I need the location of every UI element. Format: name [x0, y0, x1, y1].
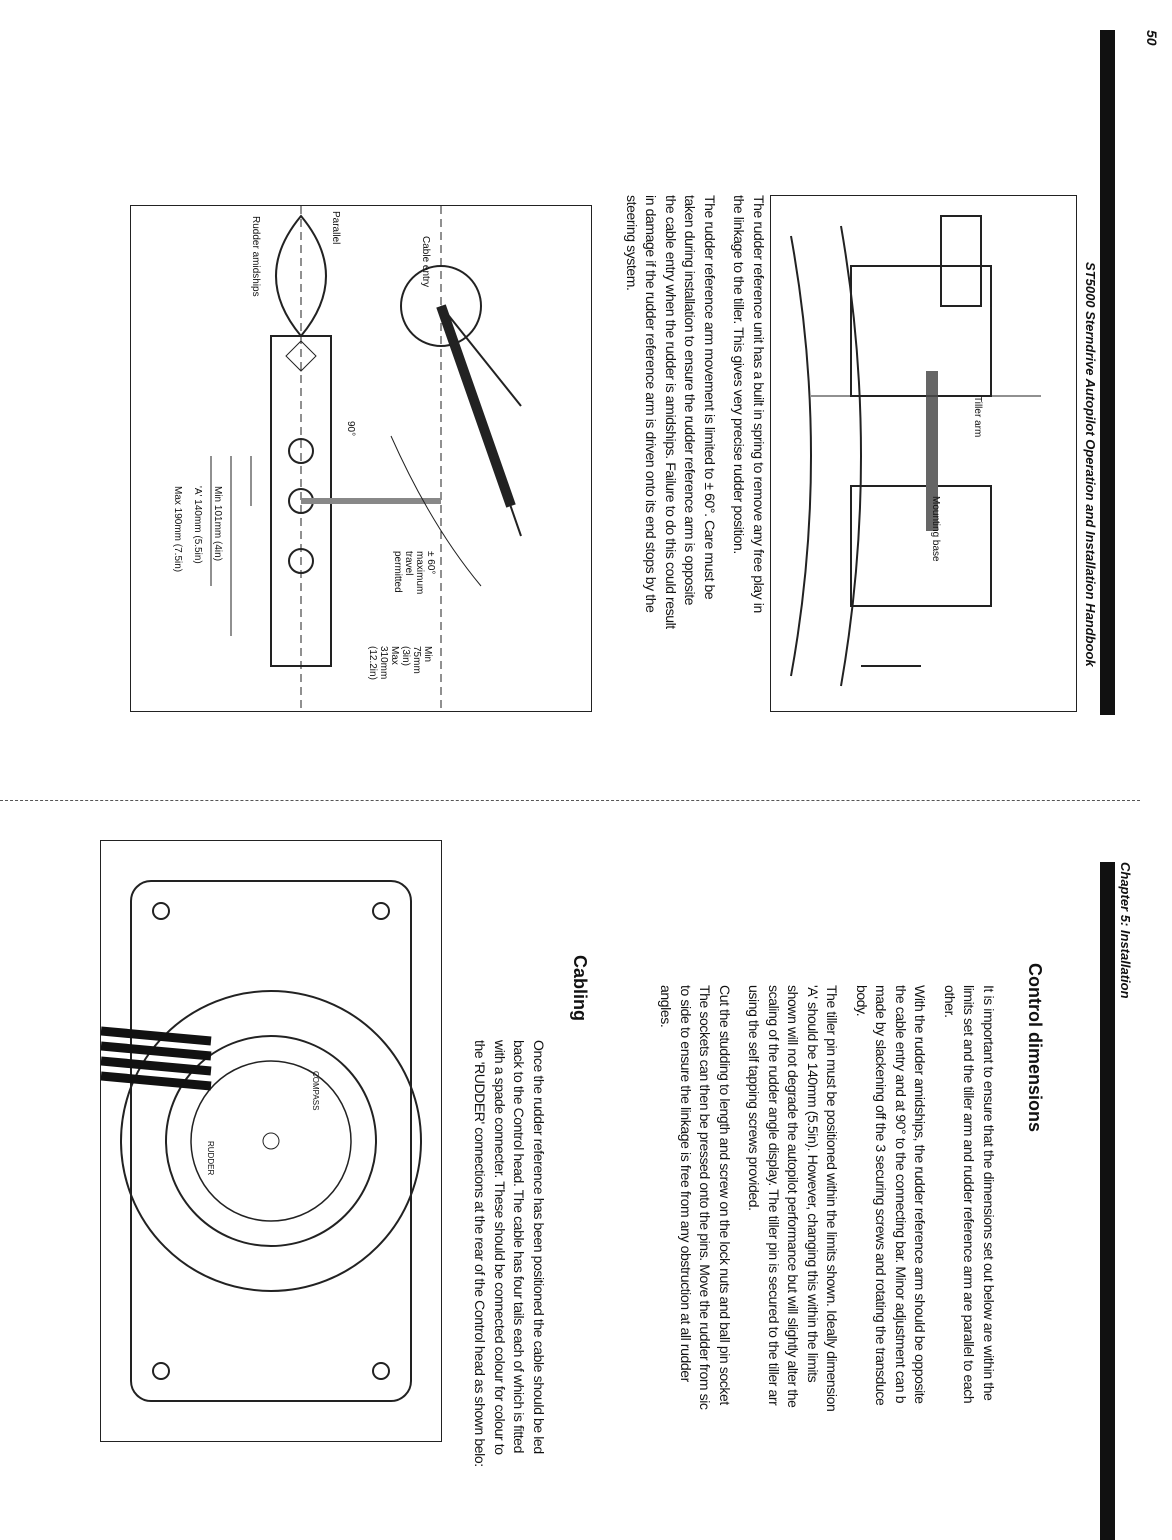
cabling-text: Once the rudder reference has been positioned the cable should be led back to the Control head. The cable has four tails each of which is fitted with a spade connecter. These should be connected colour for colour to the 'RUDDER' connections at the rear of the Control head as shown belo:: [472, 1040, 547, 1467]
tiller-mount-illustration: [771, 196, 1076, 711]
rudder-linkage-diagram: [131, 206, 591, 711]
text-line: the cable entry when the rudder is amidships. Failure to do this could result: [663, 195, 679, 629]
tiller-arm-label: Tiller arm: [972, 396, 983, 438]
chapter-title: Chapter 5: Installation: [1118, 862, 1133, 999]
right-angle-label: 90°: [345, 421, 356, 437]
stud-length-label: Min 75mm (3in) Max 310mm (12.2in): [367, 646, 433, 680]
min-dimension-label: Min 101mm (4in): [212, 486, 223, 562]
text-line: The rudder reference unit has a built in spring to remove any free play in: [751, 195, 767, 613]
max-dimension-label: Max 190mm (7.5in): [172, 486, 183, 573]
mounting-base-label: Mounting base: [930, 496, 941, 562]
page-divider: [0, 800, 1140, 801]
control-dimensions-text: It is important to ensure that the dimensions set out below are within the limits set and the tiller arm and rudder reference arm are parallel to each other. With the rudder amidships, the rudder reference arm should be opposite the cable entry and at 90° to the connecting bar. Minor adjustment can b made by slackening off the 3 securing screws and rotating the transduce body. The tiller pin must be positioned within the limits shown. Ideally dimension 'A' should be 140mm (5.5in). However, changing this within the limits shown will not degrade the autopilot performance but will slightly alter the scaling of the rudder angle display. The tiller pin is secured to the tiller arr using the self tapping screws provided. Cut the studding to length and screw on the lock nuts and ball pin socket The sockets can then be pressed onto the pins. Move the rudder from sic to side to ensure the linkage is free from any obstruction at all rudder angles.: [658, 985, 997, 1412]
compass-label: COMPASS: [311, 1071, 320, 1111]
dimension-figure: [130, 205, 592, 712]
tiller-arm-figure: [770, 195, 1077, 712]
text-line: The rudder reference arm movement is limited to ± 60°. Care must be: [702, 195, 718, 600]
rudder-amidships-label: Rudder amidships: [250, 216, 261, 297]
rudder-connection-label: RUDDER: [206, 1141, 215, 1176]
text-line: steering system.: [624, 195, 640, 291]
text-line: the linkage to the tiller. This gives very precise rudder position.: [731, 195, 748, 554]
chapter-bar: [1100, 862, 1115, 1540]
cabling-heading: Cabling: [570, 955, 590, 1021]
page-number: 50: [1144, 30, 1160, 46]
control-head-figure: [100, 840, 442, 1442]
cable-entry-label: Cable entry: [420, 236, 431, 288]
header-bar: [1100, 30, 1115, 715]
travel-label: ± 60° maximum travel permitted: [392, 551, 436, 595]
text-line: in damage if the rudder reference arm is driven onto its end stops by the: [643, 195, 660, 613]
parallel-label: Parallel: [330, 211, 341, 245]
a-dimension-label: 'A' 140mm (5.5in): [192, 486, 203, 564]
text-line: taken during installation to ensure the rudder reference arm is opposite: [682, 195, 699, 606]
handbook-title: ST5000 Sterndrive Autopilot Operation and Installation Handbook: [1083, 262, 1098, 667]
intro-text: [622, 195, 769, 629]
control-dimensions-heading: Control dimensions: [1025, 963, 1045, 1133]
control-head-rear-illustration: [101, 841, 441, 1441]
